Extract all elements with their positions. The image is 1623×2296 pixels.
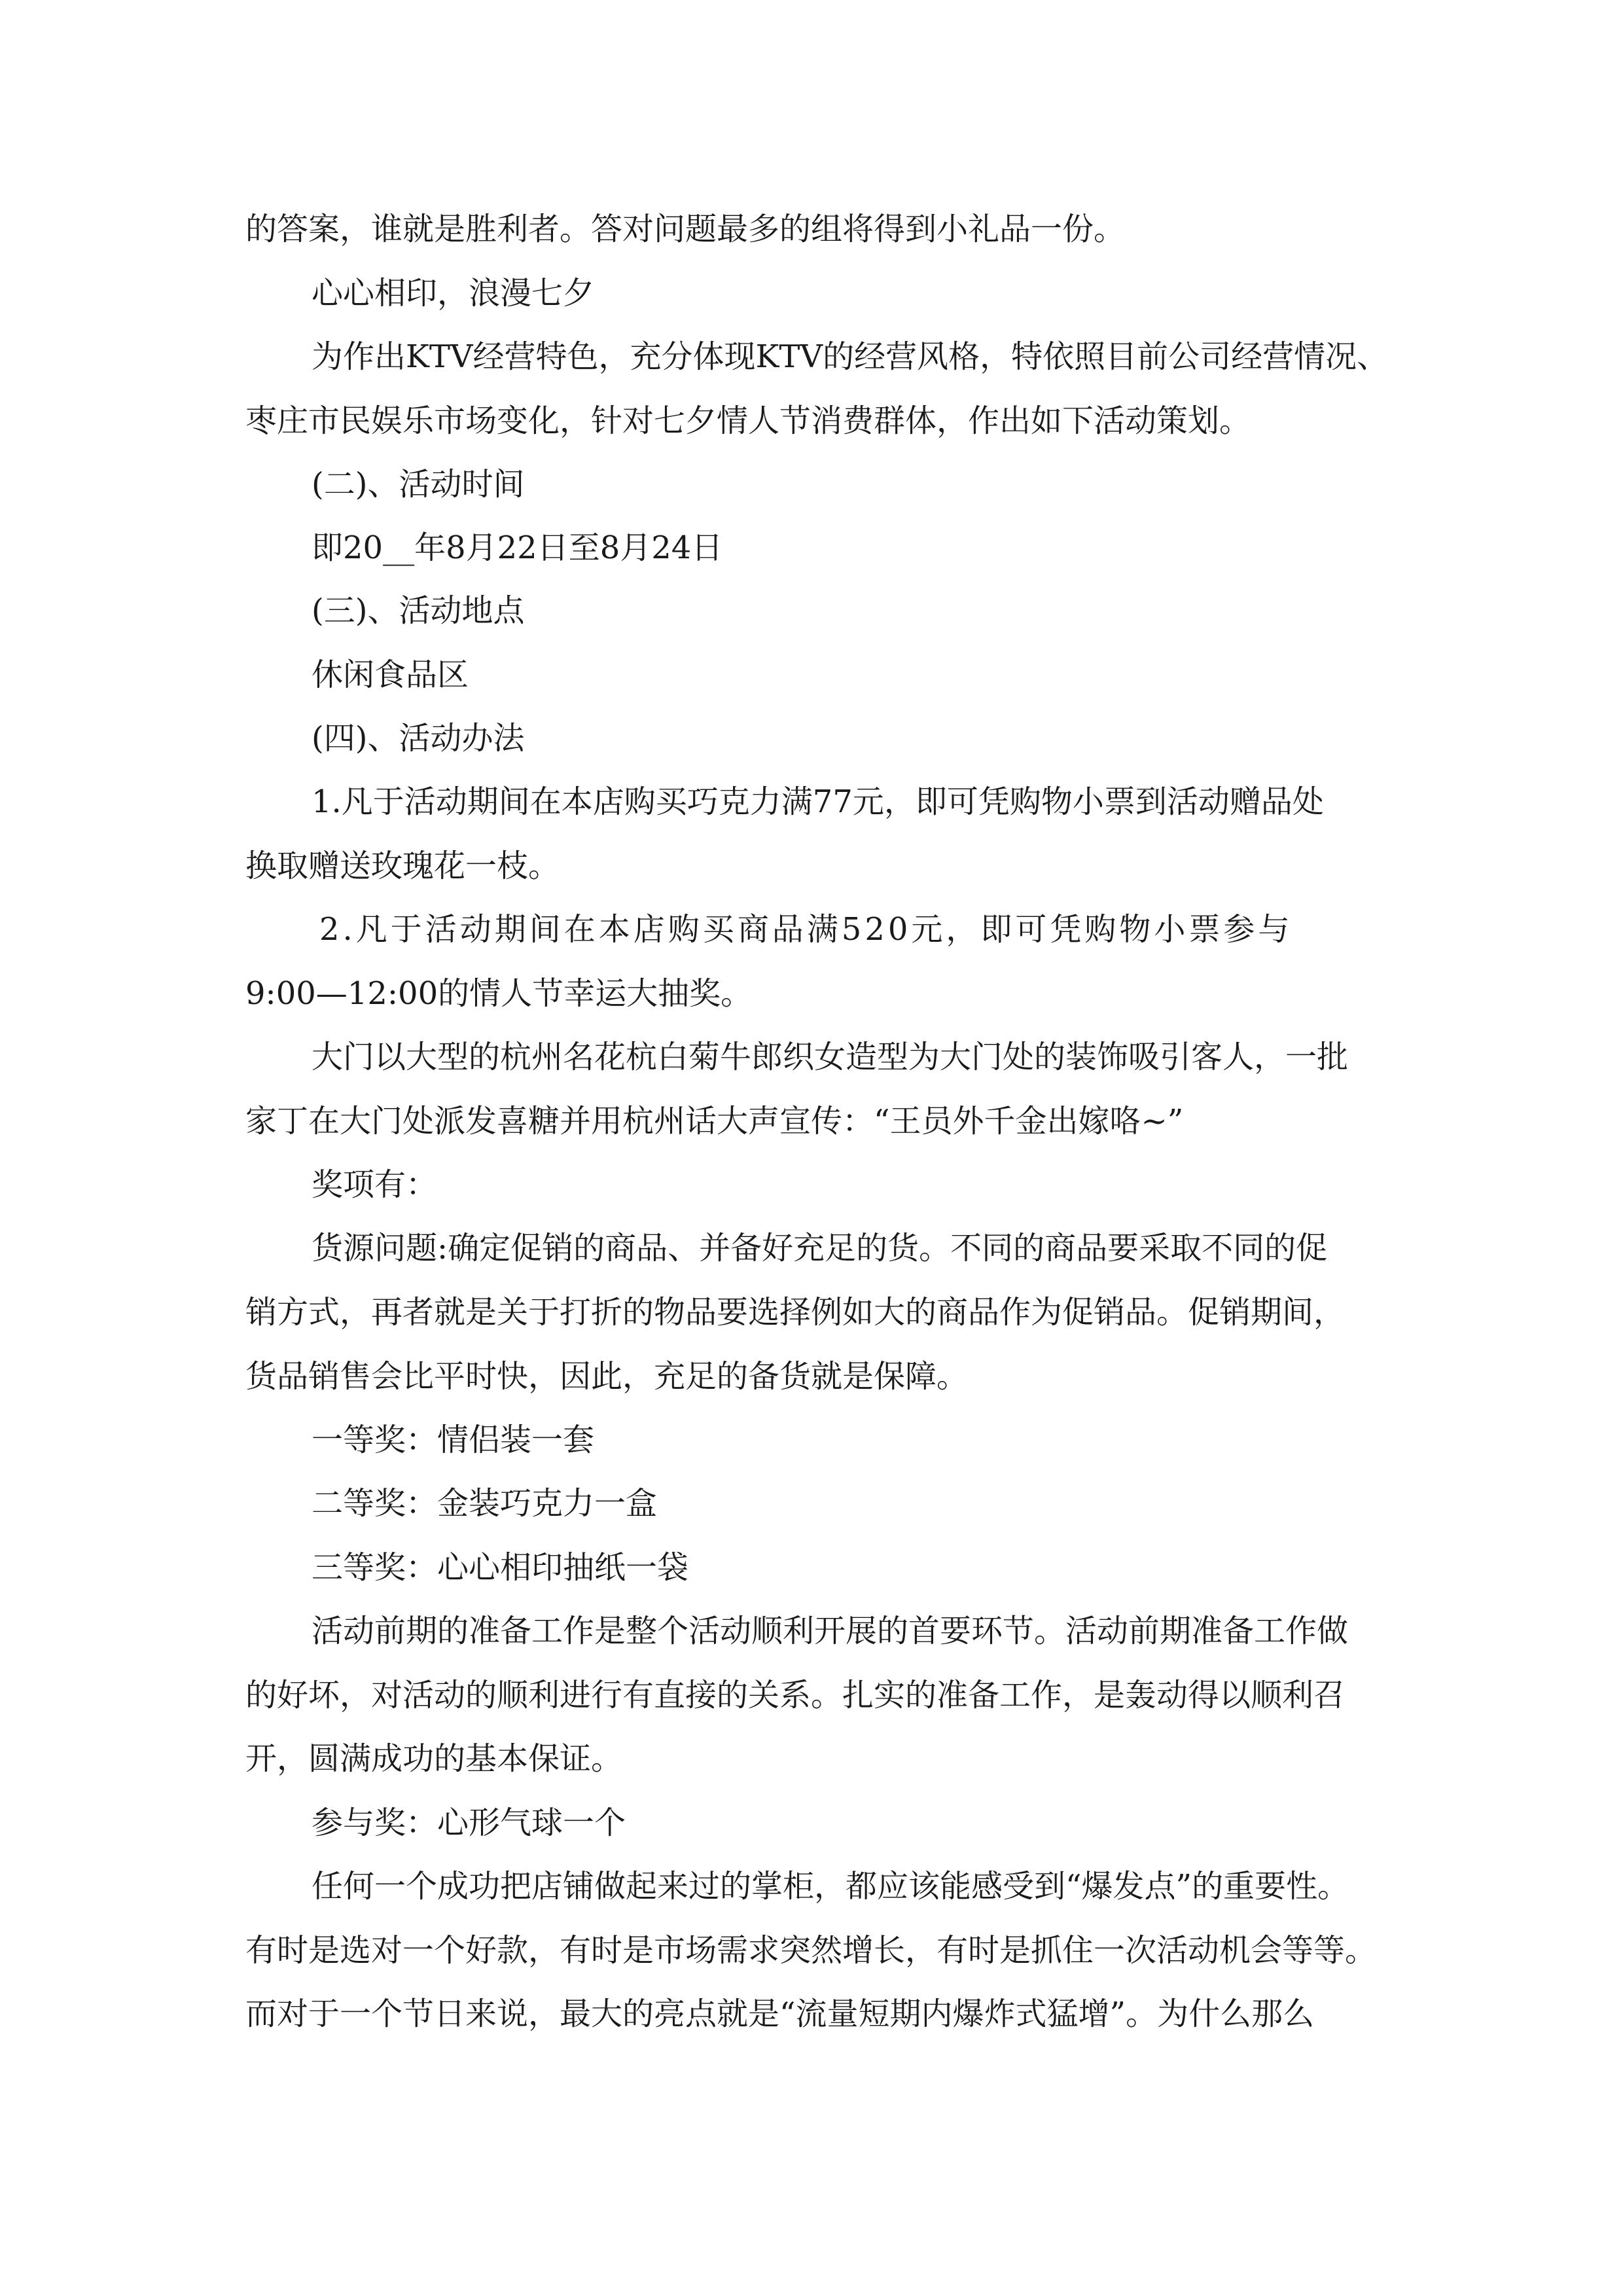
- paragraph-line: 为作出KTV经营特色，充分体现KTV的经营风格，特依照目前公司经营情况、: [312, 338, 1389, 375]
- paragraph-line: 货品销售会比平时快，因此，充足的备货就是保障。: [245, 1358, 969, 1395]
- prize-line: 二等奖：金装巧克力一盒: [312, 1485, 658, 1522]
- paragraph-line: 任何一个成功把店铺做起来过的掌柜，都应该能感受到“爆发点”的重要性。: [312, 1868, 1349, 1905]
- list-item-line: 换取赠送玫瑰花一枝。: [245, 848, 560, 884]
- prize-line: 三等奖：心心相印抽纸一袋: [312, 1549, 689, 1586]
- paragraph-line: 枣庄市民娱乐市场变化，针对七夕情人节消费群体，作出如下活动策划。: [245, 403, 1251, 439]
- section-heading: 心心相印，浪漫七夕: [312, 275, 595, 312]
- paragraph-line: 休闲食品区: [312, 656, 469, 693]
- list-item-line: 1.凡于活动期间在本店购买巧克力满77元，即可凭购物小票到活动赠品处: [312, 783, 1324, 820]
- paragraph-line: 即20__年8月22日至8月24日: [312, 529, 723, 566]
- paragraph-line: 货源问题:确定促销的商品、并备好充足的货。不同的商品要采取不同的促: [312, 1230, 1328, 1266]
- paragraph-line: 家丁在大门处派发喜糖并用杭州话大声宣传：“王员外千金出嫁咯~”: [245, 1103, 1184, 1139]
- paragraph-line: 大门以大型的杭州名花杭白菊牛郎织女造型为大门处的装饰吸引客人，一批: [312, 1039, 1349, 1075]
- paragraph-line: 销方式，再者就是关于打折的物品要选择例如大的商品作为促销品。促销期间，: [245, 1294, 1346, 1331]
- paragraph-line: 的好坏，对活动的顺利进行有直接的关系。扎实的准备工作，是轰动得以顺利召: [245, 1677, 1346, 1713]
- list-item-line: 9:00—12:00的情人节幸运大抽奖。: [245, 975, 753, 1012]
- prize-line: 参与奖：心形气球一个: [312, 1804, 626, 1841]
- section-heading: (三)、活动地点: [312, 592, 525, 629]
- paragraph-line: 活动前期的准备工作是整个活动顺利开展的首要环节。活动前期准备工作做: [312, 1613, 1349, 1649]
- paragraph-line: 而对于一个节日来说，最大的亮点就是“流量短期内爆炸式猛增”。为什么那么: [245, 1996, 1315, 2032]
- prize-line: 一等奖：情侣装一套: [312, 1422, 595, 1458]
- list-item-line: 2.凡于活动期间在本店购买商品满520元，即可凭购物小票参与: [319, 911, 1293, 948]
- section-heading: (四)、活动办法: [312, 720, 525, 757]
- section-heading: (二)、活动时间: [312, 466, 525, 503]
- paragraph-line: 有时是选对一个好款，有时是市场需求突然增长，有时是抓住一次活动机会等等。: [245, 1932, 1377, 1969]
- paragraph-line: 开，圆满成功的基本保证。: [245, 1740, 623, 1777]
- paragraph-line: 的答案，谁就是胜利者。答对问题最多的组将得到小礼品一份。: [245, 211, 1126, 247]
- section-heading: 奖项有：: [312, 1166, 438, 1203]
